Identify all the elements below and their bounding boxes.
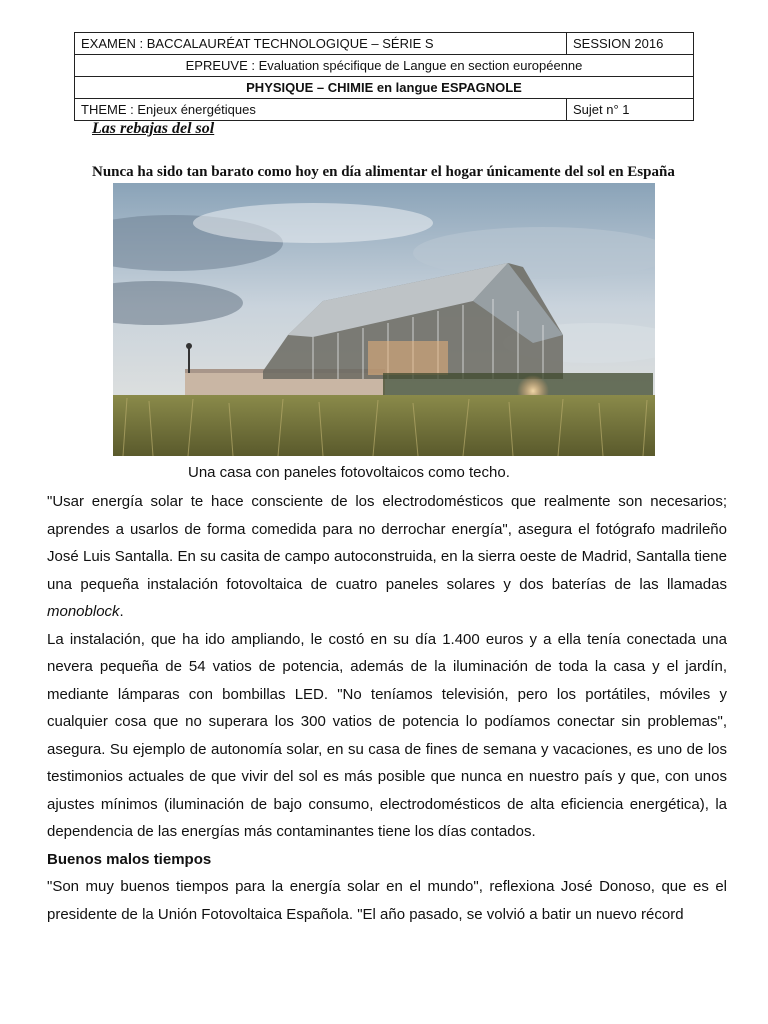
paragraph-1-italic: monoblock: [47, 603, 120, 620]
solar-greenhouse-photo: [113, 183, 655, 456]
article-body: [47, 488, 727, 928]
exam-title: EXAMEN : BACCALAURÉAT TECHNOLOGIQUE – SÉRIE S: [75, 33, 567, 55]
sujet-number: Sujet n° 1: [567, 99, 694, 121]
paragraph-1: [47, 488, 727, 626]
photo-caption: Una casa con paneles fotovoltaicos como techo.: [188, 464, 510, 481]
exam-header-table: [74, 32, 694, 121]
article-title: Las rebajas del sol: [92, 120, 215, 137]
paragraph-3: "Son muy buenos tiempos para la energía solar en el mundo", reflexiona José Donoso, que es el presidente de la Unión Fotovoltaica Española. "El año pasado, se volvió a batir un nuevo récord: [47, 878, 727, 923]
subject-label: PHYSIQUE – CHIMIE en langue ESPAGNOLE: [75, 77, 694, 99]
session-label: SESSION 2016: [567, 33, 694, 55]
epreuve-label: EPREUVE : Evaluation spécifique de Langue en section européenne: [75, 55, 694, 77]
paragraph-2: La instalación, que ha ido ampliando, le costó en su día 1.400 euros y a ella tenía conectada una nevera pequeña de 54 vatios de potencia, además de la iluminación de toda la casa y el jardín, mediante lámparas con bombillas LED. "No teníamos televisión, pero los portátiles, móviles y cualquier cosa que no superara los 300 vatios de potencia lo podíamos conectar sin problemas", asegura. Su ejemplo de autonomía solar, en su casa de fines de semana y vacaciones, es uno de los testimonios actuales de que vivir del sol es más posible que nunca en nuestro país y que, con unos ajustes mínimos (iluminación de bajo consumo, electrodomésticos de alta eficiencia energética), la dependencia de las energías más contaminantes tiene los días contados.: [47, 630, 727, 840]
paragraph-1-end: .: [119, 603, 124, 620]
paragraph-1-text: "Usar energía solar te hace consciente de los electrodomésticos que realmente son necesarios; aprendes a usarlos de forma comedida para no derrochar energía", asegura el fotógrafo madrileño José Luis Santalla. En su casita de campo autoconstruida, en la sierra oeste de Madrid, Santalla tiene una pequeña instalación fotovoltaica de cuatro paneles solares y dos baterías de las llamadas: [47, 493, 727, 593]
section-heading: Buenos malos tiempos: [47, 850, 212, 868]
theme-label: THEME : Enjeux énergétiques: [75, 99, 567, 121]
article-subtitle: Nunca ha sido tan barato como hoy en día alimentar el hogar únicamente del sol en España: [92, 164, 675, 180]
